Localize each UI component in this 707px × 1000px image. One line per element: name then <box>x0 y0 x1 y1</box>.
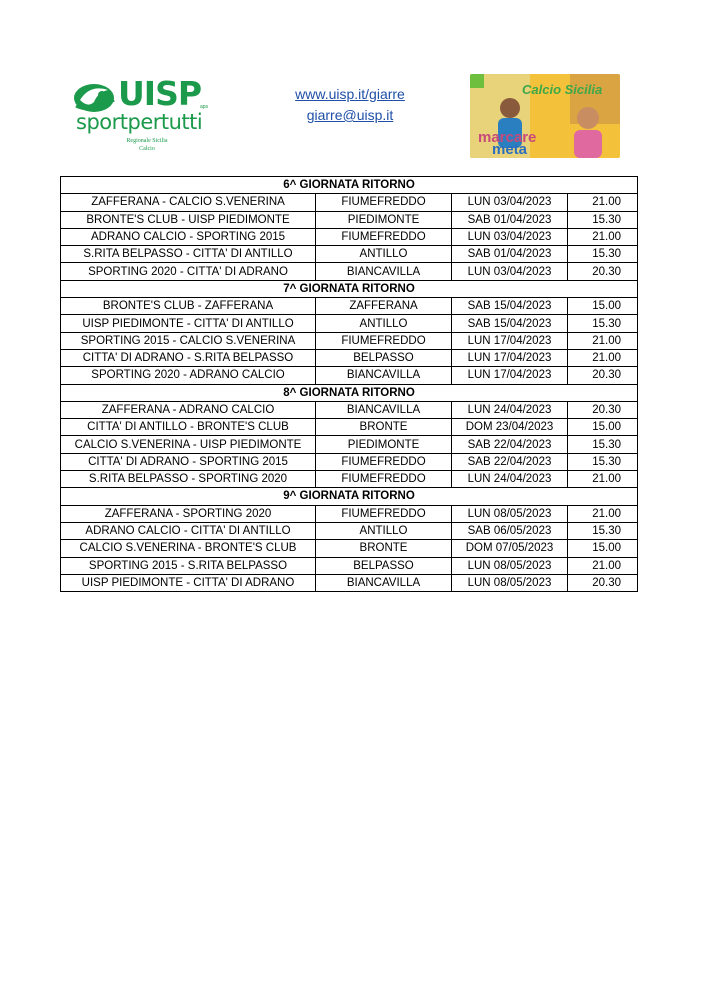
match-date: LUN 17/04/2023 <box>452 349 568 366</box>
match-venue: FIUMEFREDDO <box>316 332 452 349</box>
calcio-sicilia-banner <box>470 74 620 158</box>
match-venue: FIUMEFREDDO <box>316 505 452 522</box>
round-header-row <box>61 280 638 297</box>
match-date: LUN 03/04/2023 <box>452 228 568 245</box>
match-time: 21.00 <box>568 228 638 245</box>
match-venue: PIEDIMONTE <box>316 436 452 453</box>
round-header: 9^ GIORNATA RITORNO <box>61 488 638 505</box>
match-row <box>61 453 638 470</box>
match-time: 20.30 <box>568 401 638 418</box>
match-time: 21.00 <box>568 332 638 349</box>
match-venue: BRONTE <box>316 540 452 557</box>
match-row <box>61 211 638 228</box>
match-time: 15.30 <box>568 453 638 470</box>
match-row <box>61 436 638 453</box>
website-link[interactable]: www.uisp.it/giarre <box>295 86 405 102</box>
round-header: 7^ GIORNATA RITORNO <box>61 280 638 297</box>
match-teams: S.RITA BELPASSO - SPORTING 2020 <box>61 471 316 488</box>
match-date: SAB 06/05/2023 <box>452 522 568 539</box>
match-row <box>61 540 638 557</box>
match-teams: UISP PIEDIMONTE - CITTA' DI ANTILLO <box>61 315 316 332</box>
match-row <box>61 194 638 211</box>
match-row <box>61 522 638 539</box>
match-venue: BRONTE <box>316 419 452 436</box>
match-date: LUN 03/04/2023 <box>452 194 568 211</box>
match-date: SAB 01/04/2023 <box>452 211 568 228</box>
match-venue: ANTILLO <box>316 315 452 332</box>
match-date: SAB 22/04/2023 <box>452 453 568 470</box>
banner-title: Calcio Sicilia <box>522 82 603 97</box>
match-date: LUN 17/04/2023 <box>452 367 568 384</box>
banner-word-marcare: marcare <box>478 129 537 146</box>
round-header-row <box>61 177 638 194</box>
match-date: DOM 07/05/2023 <box>452 540 568 557</box>
match-row <box>61 419 638 436</box>
match-time: 21.00 <box>568 505 638 522</box>
match-venue: FIUMEFREDDO <box>316 228 452 245</box>
match-row <box>61 349 638 366</box>
banner-word-meta: meta <box>492 141 528 158</box>
match-teams: CALCIO S.VENERINA - UISP PIEDIMONTE <box>61 436 316 453</box>
uisp-logo <box>72 76 222 160</box>
uisp-wordmark: UISP <box>118 74 202 113</box>
match-time: 15.30 <box>568 211 638 228</box>
round-header: 8^ GIORNATA RITORNO <box>61 384 638 401</box>
match-row <box>61 471 638 488</box>
schedule-body <box>61 177 638 592</box>
match-teams: ADRANO CALCIO - SPORTING 2015 <box>61 228 316 245</box>
match-time: 21.00 <box>568 349 638 366</box>
match-date: LUN 08/05/2023 <box>452 557 568 574</box>
match-teams: ADRANO CALCIO - CITTA' DI ANTILLO <box>61 522 316 539</box>
match-teams: CALCIO S.VENERINA - BRONTE'S CLUB <box>61 540 316 557</box>
match-time: 21.00 <box>568 194 638 211</box>
match-date: LUN 24/04/2023 <box>452 401 568 418</box>
match-venue: ZAFFERANA <box>316 298 452 315</box>
match-teams: ZAFFERANA - ADRANO CALCIO <box>61 401 316 418</box>
tagline: sportpertutti <box>76 110 203 134</box>
match-row <box>61 315 638 332</box>
match-date: LUN 24/04/2023 <box>452 471 568 488</box>
match-venue: BIANCAVILLA <box>316 367 452 384</box>
match-date: LUN 08/05/2023 <box>452 505 568 522</box>
match-row <box>61 505 638 522</box>
match-teams: CITTA' DI ANTILLO - BRONTE'S CLUB <box>61 419 316 436</box>
match-row <box>61 263 638 280</box>
match-time: 20.30 <box>568 574 638 591</box>
match-venue: ANTILLO <box>316 246 452 263</box>
match-row <box>61 332 638 349</box>
match-date: SAB 15/04/2023 <box>452 298 568 315</box>
aps-label: aps <box>200 104 209 110</box>
banner-image <box>470 74 620 158</box>
match-date: SAB 22/04/2023 <box>452 436 568 453</box>
match-time: 15.30 <box>568 246 638 263</box>
match-row <box>61 574 638 591</box>
logo-subtitle-region: Regionale Sicilia <box>126 138 168 144</box>
match-date: LUN 03/04/2023 <box>452 263 568 280</box>
match-teams: UISP PIEDIMONTE - CITTA' DI ADRANO <box>61 574 316 591</box>
match-row <box>61 298 638 315</box>
match-venue: BIANCAVILLA <box>316 401 452 418</box>
round-header-row <box>61 488 638 505</box>
logo-subtitle-sport: Calcio <box>139 146 155 152</box>
match-teams: S.RITA BELPASSO - CITTA' DI ANTILLO <box>61 246 316 263</box>
match-teams: BRONTE'S CLUB - UISP PIEDIMONTE <box>61 211 316 228</box>
match-row <box>61 557 638 574</box>
match-time: 15.00 <box>568 540 638 557</box>
email-link[interactable]: giarre@uisp.it <box>306 107 394 123</box>
match-venue: FIUMEFREDDO <box>316 471 452 488</box>
match-teams: ZAFFERANA - CALCIO S.VENERINA <box>61 194 316 211</box>
match-venue: BIANCAVILLA <box>316 263 452 280</box>
contacts <box>270 84 430 126</box>
match-teams: SPORTING 2015 - CALCIO S.VENERINA <box>61 332 316 349</box>
match-time: 20.30 <box>568 367 638 384</box>
match-venue: BIANCAVILLA <box>316 574 452 591</box>
match-row <box>61 367 638 384</box>
match-venue: BELPASSO <box>316 349 452 366</box>
match-teams: CITTA' DI ADRANO - S.RITA BELPASSO <box>61 349 316 366</box>
match-time: 15.30 <box>568 436 638 453</box>
match-teams: BRONTE'S CLUB - ZAFFERANA <box>61 298 316 315</box>
round-header: 6^ GIORNATA RITORNO <box>61 177 638 194</box>
match-venue: ANTILLO <box>316 522 452 539</box>
match-time: 21.00 <box>568 557 638 574</box>
match-date: SAB 15/04/2023 <box>452 315 568 332</box>
match-venue: FIUMEFREDDO <box>316 194 452 211</box>
match-time: 15.30 <box>568 315 638 332</box>
match-teams: SPORTING 2020 - ADRANO CALCIO <box>61 367 316 384</box>
match-row <box>61 401 638 418</box>
match-venue: FIUMEFREDDO <box>316 453 452 470</box>
schedule-table <box>60 176 638 592</box>
match-teams: SPORTING 2020 - CITTA' DI ADRANO <box>61 263 316 280</box>
match-date: LUN 08/05/2023 <box>452 574 568 591</box>
match-venue: BELPASSO <box>316 557 452 574</box>
match-venue: PIEDIMONTE <box>316 211 452 228</box>
match-teams: ZAFFERANA - SPORTING 2020 <box>61 505 316 522</box>
match-date: SAB 01/04/2023 <box>452 246 568 263</box>
match-time: 20.30 <box>568 263 638 280</box>
match-time: 15.00 <box>568 419 638 436</box>
match-teams: SPORTING 2015 - S.RITA BELPASSO <box>61 557 316 574</box>
match-time: 15.00 <box>568 298 638 315</box>
match-row <box>61 228 638 245</box>
match-date: LUN 17/04/2023 <box>452 332 568 349</box>
match-time: 21.00 <box>568 471 638 488</box>
round-header-row <box>61 384 638 401</box>
match-row <box>61 246 638 263</box>
match-date: DOM 23/04/2023 <box>452 419 568 436</box>
match-teams: CITTA' DI ADRANO - SPORTING 2015 <box>61 453 316 470</box>
match-time: 15.30 <box>568 522 638 539</box>
